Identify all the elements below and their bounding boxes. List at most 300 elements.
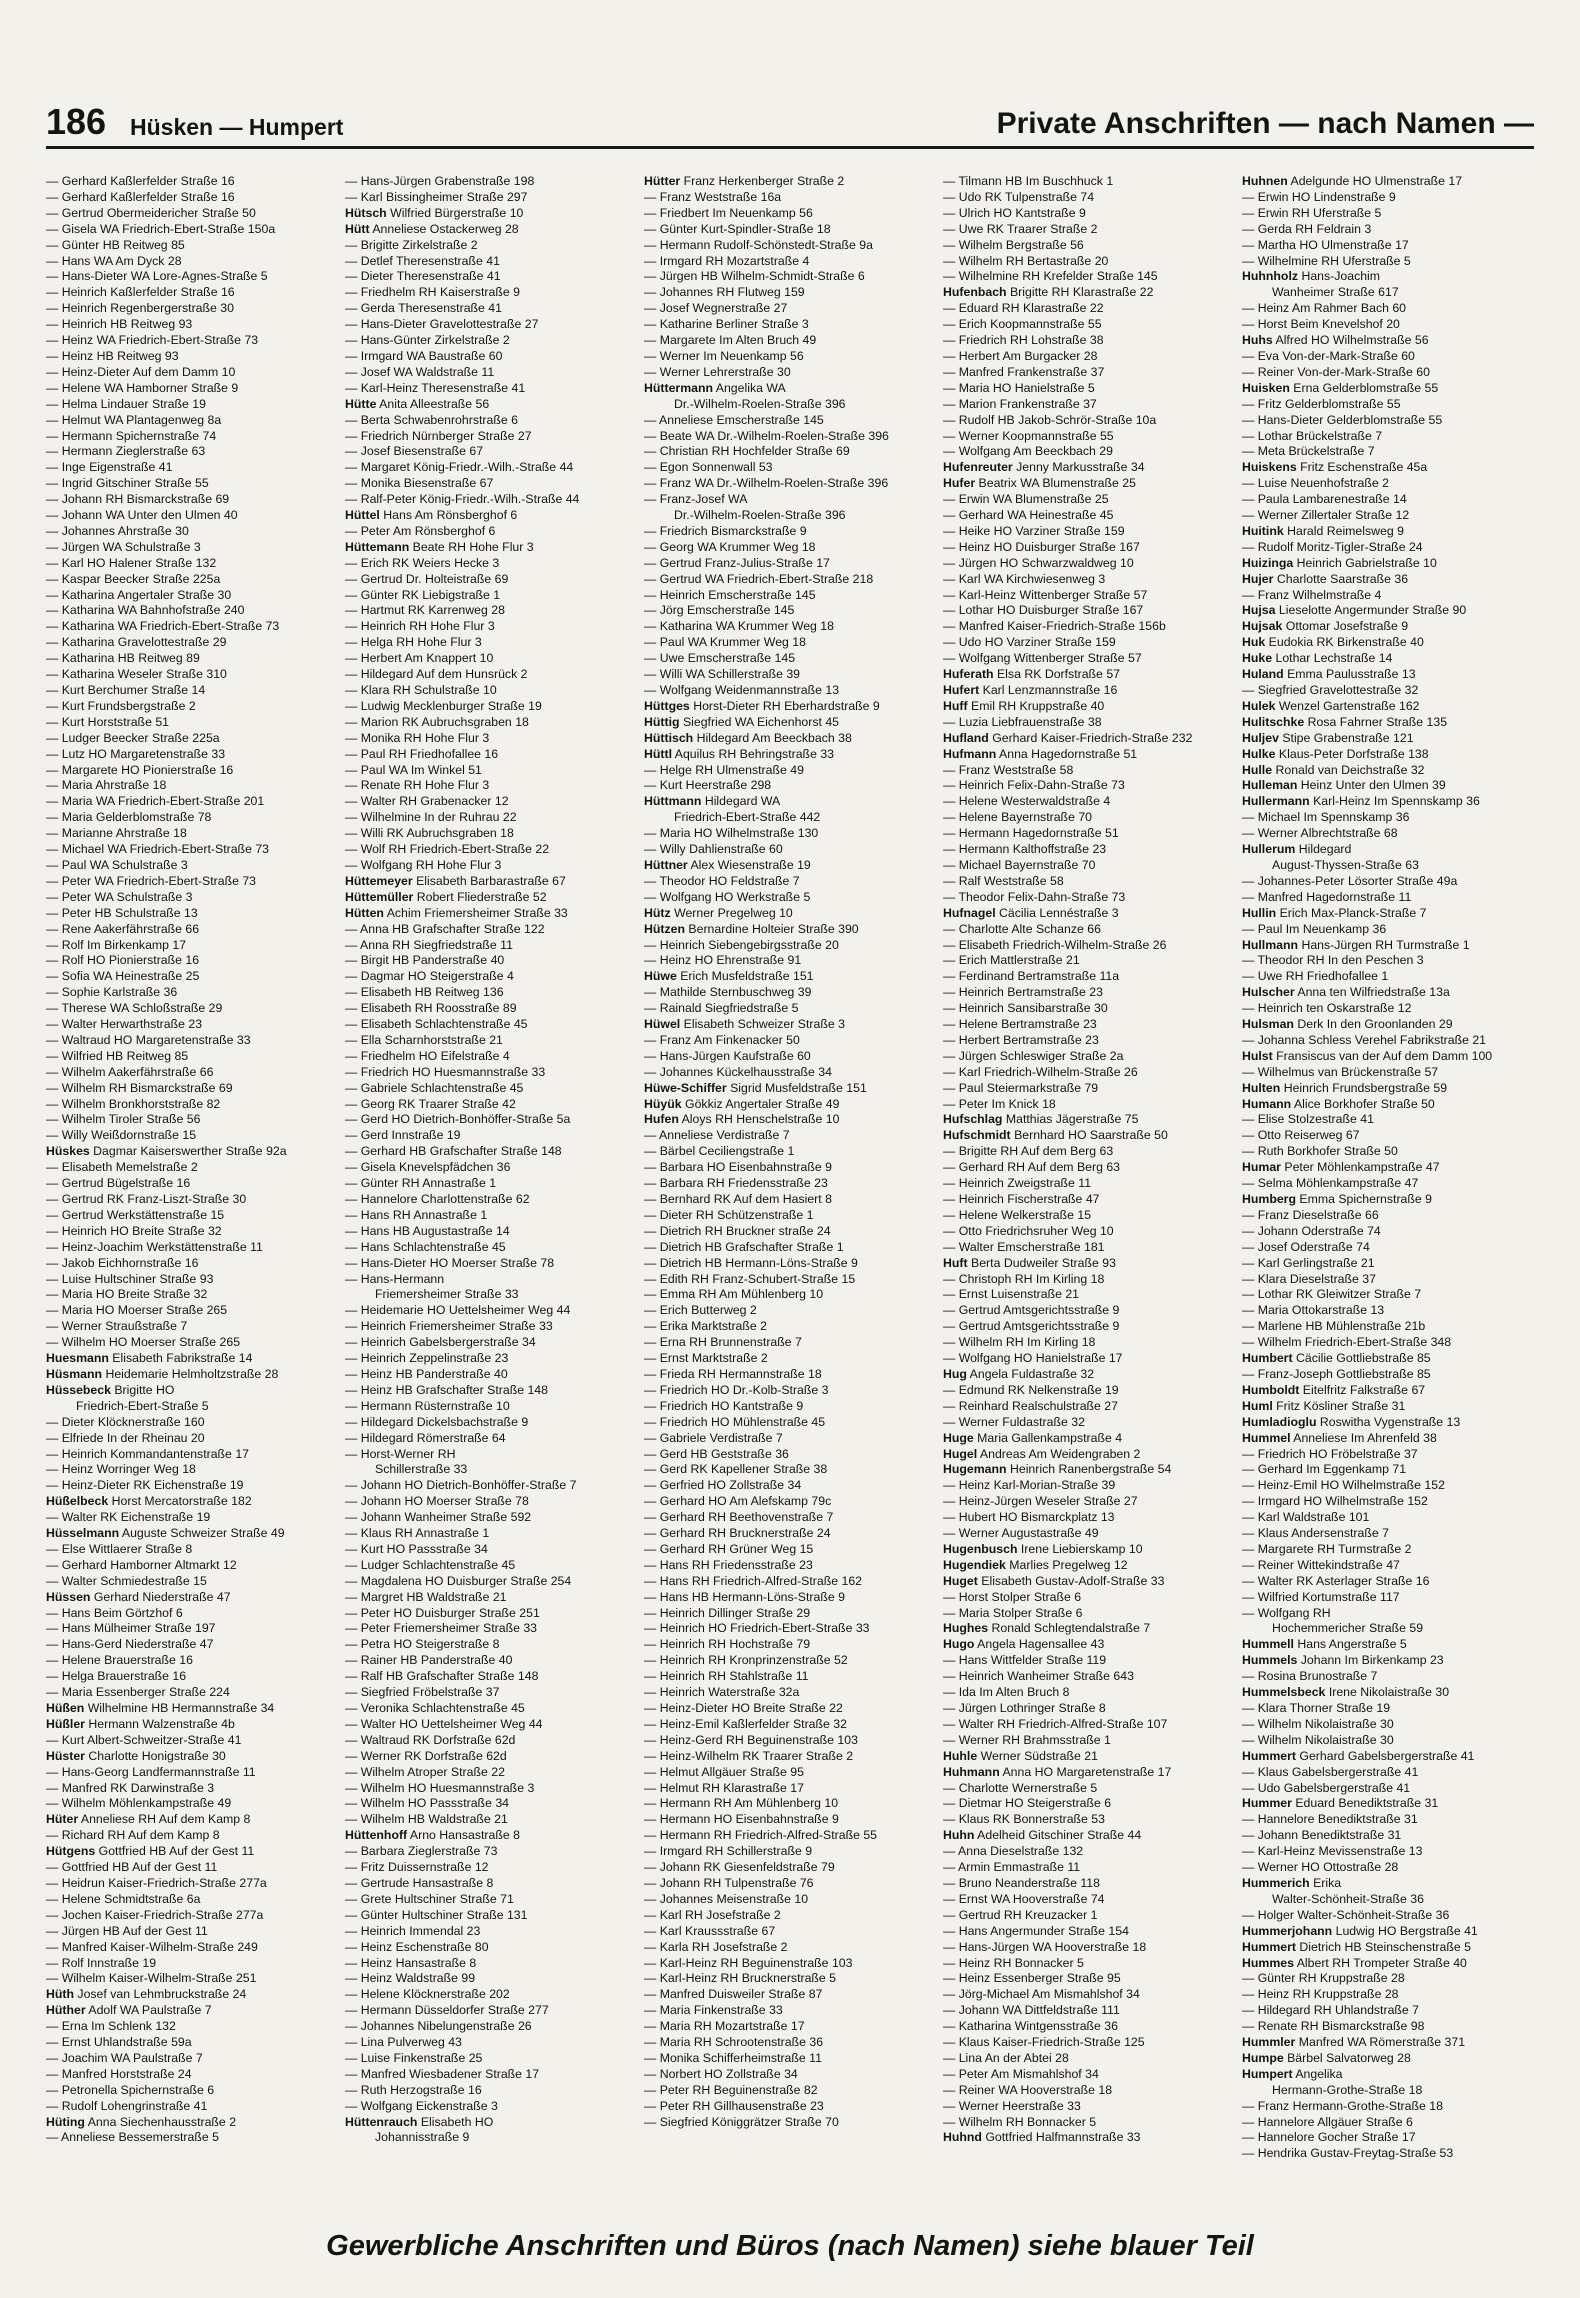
directory-entry	[1242, 794, 1535, 810]
entry-text: Johann Im Birkenkamp 23	[1300, 1653, 1444, 1668]
directory-entry	[345, 206, 638, 222]
directory-entry	[1242, 778, 1535, 794]
directory-entry	[1242, 2019, 1535, 2035]
directory-entry	[46, 1558, 339, 1574]
directory-entry	[943, 1240, 1236, 1256]
entry-text: — Helene Welkerstraße 15	[943, 1207, 1092, 1222]
directory-entry	[46, 174, 339, 190]
entry-text: — Gerhard Kaßlerfelder Straße 16	[46, 174, 235, 188]
directory-entry	[644, 1494, 937, 1510]
entry-text: — Ingrid Gitschiner Straße 55	[46, 476, 209, 491]
directory-entry	[644, 1971, 937, 1987]
directory-entry	[943, 1447, 1236, 1463]
entry-text: — Johannes Ahrstraße 30	[46, 523, 189, 538]
directory-entry	[1242, 540, 1535, 556]
entry-text: — Otto Friedrichsruher Weg 10	[943, 1223, 1114, 1238]
entry-text: — Heinz HB Grafschafter Straße 148	[345, 1382, 548, 1397]
directory-entry	[943, 1494, 1236, 1510]
entry-surname: Huland	[1242, 667, 1284, 682]
directory-entry	[1242, 269, 1535, 285]
entry-text: — Gerd HO Dietrich-Bonhöffer-Straße 5a	[345, 1112, 571, 1127]
entry-text: — Ernst WA Hooverstraße 74	[943, 1891, 1105, 1906]
directory-entry	[345, 651, 638, 667]
entry-text: — Erwin WA Blumenstraße 25	[943, 492, 1109, 507]
directory-entry	[345, 731, 638, 747]
directory-entry	[345, 938, 638, 954]
entry-text: — Siegfried Gravelottestraße 32	[1242, 683, 1419, 697]
entry-surname: Hufschmidt	[943, 1128, 1011, 1143]
directory-entry	[1242, 985, 1535, 1001]
entry-text: — Margarete RH Turmstraße 2	[1242, 1541, 1412, 1556]
entry-text: Hildegard Am Beeckbach 38	[696, 730, 852, 745]
directory-entry	[345, 715, 638, 731]
directory-entry	[644, 699, 937, 715]
entry-text: — Beate WA Dr.-Wilhelm-Roelen-Straße 396	[644, 428, 889, 443]
directory-entry	[644, 1717, 937, 1733]
directory-entry	[345, 1256, 638, 1272]
directory-entry	[46, 1717, 339, 1733]
directory-entry	[943, 1685, 1236, 1701]
entry-text: — Klara Thorner Straße 19	[1242, 1701, 1391, 1715]
entry-text: Cäcilie Gottliebstraße 85	[1295, 1351, 1431, 1366]
directory-entry	[644, 1017, 937, 1033]
entry-text: — Petra HO Steigerstraße 8	[345, 1637, 500, 1652]
entry-text: — Katharina HB Reitweg 89	[46, 651, 200, 666]
directory-entry	[46, 301, 339, 317]
directory-entry	[1242, 1224, 1535, 1240]
directory-entry	[943, 317, 1236, 333]
directory-entry	[1242, 1017, 1535, 1033]
directory-entry	[943, 1606, 1236, 1622]
directory-entry	[644, 2115, 937, 2131]
entry-text: — Heinrich Waterstraße 32a	[644, 1685, 800, 1700]
entry-text: — Franz-Josef WA	[644, 492, 748, 507]
directory-entry	[46, 413, 339, 429]
entry-text: — Katharina WA Friedrich-Ebert-Straße 73	[46, 619, 280, 634]
directory-entry	[644, 683, 937, 699]
entry-text: — Hans Beim Görtzhof 6	[46, 1605, 183, 1620]
directory-entry	[345, 1510, 638, 1526]
entry-text: — Udo RK Tulpenstraße 74	[943, 189, 1095, 204]
directory-entry	[644, 1558, 937, 1574]
entry-text: — Ralf HB Grafschafter Straße 148	[345, 1669, 539, 1684]
entry-text: — Werner RH Brahmsstraße 1	[943, 1732, 1111, 1747]
entry-text: Brigitte RH Klarastraße 22	[1009, 285, 1154, 300]
entry-text: — Maria HO Moerser Straße 265	[46, 1303, 228, 1318]
entry-text: Erich Musfeldstraße 151	[680, 969, 814, 984]
directory-entry	[644, 1144, 937, 1160]
directory-entry	[345, 1208, 638, 1224]
entry-text: — Armin Emmastraße 11	[943, 1860, 1081, 1875]
directory-entry	[1242, 1462, 1535, 1478]
directory-entry	[644, 540, 937, 556]
entry-text: — Horst-Werner RH	[345, 1446, 456, 1461]
entry-surname: Hüttel	[345, 508, 380, 523]
directory-entry	[1242, 1049, 1535, 1065]
directory-entry	[644, 460, 937, 476]
entry-text: Klaus-Peter Dorfstraße 138	[1278, 746, 1429, 761]
entry-surname: Humladioglu	[1242, 1414, 1317, 1429]
directory-entry	[644, 1637, 937, 1653]
directory-entry	[943, 1701, 1236, 1717]
directory-entry	[345, 1160, 638, 1176]
directory-entry	[1242, 1653, 1535, 1669]
entry-text: — Günter RH Annastraße 1	[345, 1176, 497, 1191]
directory-entry	[943, 858, 1236, 874]
entry-text: — Dietmar HO Steigerstraße 6	[943, 1796, 1112, 1811]
entry-text: — Bruno Neanderstraße 118	[943, 1875, 1100, 1890]
directory-entry	[644, 206, 937, 222]
directory-entry	[345, 1558, 638, 1574]
entry-text: — Heinz HB Reitweg 93	[46, 348, 179, 363]
entry-text: — Walter Herwarthstraße 23	[46, 1017, 203, 1032]
entry-text: — Gerda RH Feldrain 3	[1242, 221, 1372, 236]
entry-text: — Johannes Nibelungenstraße 26	[345, 2019, 532, 2034]
directory-entry	[46, 1383, 339, 1399]
directory-entry	[644, 1765, 937, 1781]
entry-text: Friedrich-Ebert-Straße 442	[674, 810, 821, 825]
directory-entry	[345, 1367, 638, 1383]
directory-entry	[1242, 317, 1535, 333]
directory-entry	[644, 2019, 937, 2035]
directory-entry	[644, 1462, 937, 1478]
directory-entry	[644, 2083, 937, 2099]
entry-text: — Friedbert Im Neuenkamp 56	[644, 205, 813, 220]
directory-entry	[644, 333, 937, 349]
directory-entry	[644, 524, 937, 540]
entry-text: — Jürgen HB Wilhelm-Schmidt-Straße 6	[644, 269, 865, 284]
directory-entry	[644, 874, 937, 890]
entry-text: — Manfred Duisweiler Straße 87	[644, 1987, 823, 2002]
directory-entry	[644, 1828, 937, 1844]
entry-surname: Hulsman	[1242, 1017, 1294, 1032]
directory-entry	[943, 938, 1236, 954]
entry-text: — Walter RK Asterlager Straße 16	[1242, 1573, 1430, 1588]
entry-text: — Manfred Kaiser-Wilhelm-Straße 249	[46, 1939, 258, 1954]
entry-text: — Heinrich Dillinger Straße 29	[644, 1605, 811, 1620]
entry-text: — Heinz HO Duisburger Straße 167	[943, 539, 1140, 554]
directory-entry	[644, 444, 937, 460]
directory-entry	[943, 763, 1236, 779]
directory-entry	[943, 1160, 1236, 1176]
directory-entry	[345, 826, 638, 842]
entry-text: — Hans-Dieter HO Moerser Straße 78	[345, 1255, 555, 1270]
entry-text: — Friedrich HO Huesmannstraße 33	[345, 1064, 546, 1079]
directory-entry	[644, 1940, 937, 1956]
entry-text: Anneliese RH Auf dem Kamp 8	[80, 1812, 251, 1827]
entry-text: — Reiner Wittekindstraße 47	[1242, 1557, 1400, 1572]
entry-text: — Marion RK Aubruchsgraben 18	[345, 714, 529, 729]
entry-surname: Huhs	[1242, 333, 1273, 348]
entry-text: — Fritz Duissernstraße 12	[345, 1860, 489, 1875]
directory-entry	[46, 2099, 339, 2115]
directory-entry	[46, 524, 339, 540]
entry-text: — Erika Marktstraße 2	[644, 1319, 767, 1334]
directory-entry	[943, 1844, 1236, 1860]
directory-entry	[345, 1240, 638, 1256]
entry-text: — Heinrich Immendal 23	[345, 1923, 481, 1938]
directory-entry	[345, 333, 638, 349]
entry-text: — Franz Wilhelmstraße 4	[1242, 587, 1382, 602]
entry-text: — Selma Möhlenkampstraße 47	[1242, 1176, 1419, 1191]
entry-text: — Walter HO Uettelsheimer Weg 44	[345, 1716, 543, 1731]
directory-entry	[943, 1876, 1236, 1892]
directory-entry	[644, 1081, 937, 1097]
entry-surname: Huhnd	[943, 2130, 982, 2145]
directory-entry	[345, 222, 638, 238]
directory-entry	[943, 460, 1236, 476]
directory-entry	[46, 2003, 339, 2019]
directory-entry	[345, 1383, 638, 1399]
entry-text: — Marion Frankenstraße 37	[943, 396, 1097, 411]
entry-text: — Hannelore Charlottenstraße 62	[345, 1192, 530, 1206]
entry-text: — Hans Angermunder Straße 154	[943, 1923, 1129, 1938]
entry-text: — Wilhelm Nikolaistraße 30	[1242, 1716, 1394, 1731]
directory-entry	[345, 1590, 638, 1606]
entry-surname: Huhmann	[943, 1764, 1000, 1779]
directory-entry	[345, 1097, 638, 1113]
directory-entry	[943, 1001, 1236, 1017]
entry-text: — Karl Waldstraße 101	[1242, 1510, 1370, 1525]
footer-note: Gewerbliche Anschriften und Büros (nach Namen) siehe blauer Teil	[326, 2230, 1254, 2262]
directory-entry	[1242, 1001, 1535, 1017]
entry-surname: Hütter	[644, 174, 681, 188]
entry-text: — Friedrich Bismarckstraße 9	[644, 523, 807, 538]
directory-entry	[943, 365, 1236, 381]
entry-text: — Maria HO Wilhelmstraße 130	[644, 826, 819, 841]
directory-entry	[46, 985, 339, 1001]
entry-surname: Hummel	[1242, 1430, 1291, 1445]
directory-entry	[943, 1637, 1236, 1653]
entry-text: Derk In den Groonlanden 29	[1297, 1017, 1453, 1032]
entry-text: — Willi RK Aubruchsgraben 18	[345, 826, 514, 841]
directory-entry	[644, 508, 937, 524]
entry-text: — Ruth Herzogstraße 16	[345, 2082, 482, 2097]
entry-text: — Heinz-Dieter Auf dem Damm 10	[46, 364, 236, 379]
directory-entry	[46, 588, 339, 604]
entry-text: Erna Gelderblomstraße 55	[1293, 380, 1439, 395]
entry-text: — Gerd RK Kapellener Straße 38	[644, 1462, 828, 1477]
directory-entry	[1242, 444, 1535, 460]
directory-entry	[943, 222, 1236, 238]
directory-entry	[943, 540, 1236, 556]
directory-entry	[345, 603, 638, 619]
entry-text: — Helene Brauerstraße 16	[46, 1653, 193, 1668]
directory-entry	[46, 1606, 339, 1622]
entry-text: — Klaus Kaiser-Friedrich-Straße 125	[943, 2035, 1145, 2050]
directory-entry	[345, 1447, 638, 1463]
directory-entry	[46, 778, 339, 794]
directory-entry	[46, 1749, 339, 1765]
directory-entry	[644, 572, 937, 588]
entry-text: — Werner Albrechtstraße 68	[1242, 826, 1398, 841]
directory-entry	[943, 1987, 1236, 2003]
entry-text: — Karl Bissingheimer Straße 297	[345, 189, 528, 204]
directory-entry	[943, 1574, 1236, 1590]
entry-text: — Waltraud HO Margaretenstraße 33	[46, 1032, 251, 1047]
entry-text: Johannisstraße 9	[375, 2130, 470, 2145]
directory-entry	[345, 1065, 638, 1081]
directory-entry	[943, 2099, 1236, 2115]
directory-entry	[46, 890, 339, 906]
entry-text: — Michael WA Friedrich-Ebert-Straße 73	[46, 842, 270, 857]
directory-entry	[46, 476, 339, 492]
directory-entry	[644, 1733, 937, 1749]
directory-entry	[1242, 1637, 1535, 1653]
directory-entry	[46, 1669, 339, 1685]
directory-entry	[644, 1892, 937, 1908]
entry-text: — Heinrich Zweigstraße 11	[943, 1176, 1092, 1191]
directory-entry	[1242, 1526, 1535, 1542]
entry-text: — Heinrich Felix-Dahn-Straße 73	[943, 778, 1125, 793]
entry-text: — Margret HB Waldstraße 21	[345, 1589, 507, 1604]
entry-text: — Heinrich Emscherstraße 145	[644, 587, 816, 602]
directory-entry	[46, 1924, 339, 1940]
entry-text: — Maria RH Mozartstraße 17	[644, 2019, 805, 2034]
directory-entry	[1242, 826, 1535, 842]
directory-entry	[46, 1733, 339, 1749]
entry-text: — Heinrich Friemersheimer Straße 33	[345, 1319, 553, 1334]
entry-text: Wenzel Gartenstraße 162	[1278, 698, 1420, 713]
entry-text: — Gisela WA Friedrich-Ebert-Straße 150a	[46, 221, 276, 236]
entry-surname: Humboldt	[1242, 1382, 1300, 1397]
entry-text: Anna Hagedornstraße 51	[999, 746, 1138, 761]
entry-text: — Ferdinand Bertramstraße 11a	[943, 969, 1120, 984]
directory-entry	[1242, 1494, 1535, 1510]
directory-entry	[345, 349, 638, 365]
entry-surname: Hüttenrauch	[345, 2114, 418, 2129]
directory-entry	[644, 1351, 937, 1367]
directory-entry	[943, 2130, 1236, 2146]
entry-text: — Heidemarie HO Uettelsheimer Weg 44	[345, 1303, 571, 1318]
directory-entry	[644, 1796, 937, 1812]
directory-entry	[46, 1478, 339, 1494]
directory-entry	[943, 874, 1236, 890]
directory-entry	[1242, 1971, 1535, 1987]
entry-surname: Humann	[1242, 1096, 1292, 1111]
directory-column-3	[644, 174, 937, 2219]
entry-surname: Hüyük	[644, 1096, 682, 1111]
entry-text: — Edmund RK Nelkenstraße 19	[943, 1382, 1119, 1397]
directory-entry	[345, 1176, 638, 1192]
entry-text: — Rolf Innstraße 19	[46, 1955, 157, 1970]
directory-entry	[46, 1367, 339, 1383]
entry-text: — Anna Dieselstraße 132	[943, 1844, 1084, 1859]
entry-text: — Elisabeth Schlachtenstraße 45	[345, 1017, 528, 1032]
entry-text: — Hans RH Annastraße 1	[345, 1207, 488, 1222]
entry-surname: Hüssen	[46, 1589, 91, 1604]
directory-entry	[46, 874, 339, 890]
entry-text: — Hans HB Augustastraße 14	[345, 1223, 510, 1238]
entry-text: — Sofia WA Heinestraße 25	[46, 969, 200, 984]
entry-text: — Maria Finkenstraße 33	[644, 2003, 783, 2018]
directory-entry	[943, 301, 1236, 317]
entry-text: — Jochen Kaiser-Friedrich-Straße 277a	[46, 1907, 264, 1922]
directory-entry	[943, 2115, 1236, 2131]
directory-entry	[1242, 1940, 1535, 1956]
directory-entry	[1242, 190, 1535, 206]
entry-text: — Jürgen HO Schwarzwaldweg 10	[943, 555, 1134, 570]
entry-text: Angelika WA	[715, 380, 786, 395]
entry-text: Achim Friemersheimer Straße 33	[386, 905, 568, 920]
entry-text: — Hartmut RK Karrenweg 28	[345, 603, 505, 618]
entry-text: — Lina An der Abtei 28	[943, 2050, 1069, 2065]
directory-entry	[644, 1160, 937, 1176]
directory-entry	[1242, 301, 1535, 317]
entry-text: Dr.-Wilhelm-Roelen-Straße 396	[674, 508, 846, 523]
entry-text: — Martha HO Ulmenstraße 17	[1242, 237, 1409, 252]
directory-entry	[644, 906, 937, 922]
directory-entry	[345, 572, 638, 588]
entry-surname: Huhn	[943, 1828, 975, 1843]
directory-entry	[644, 397, 937, 413]
directory-entry	[345, 1272, 638, 1288]
entry-text: Fritz Kösliner Straße 31	[1276, 1398, 1406, 1413]
directory-entry	[644, 1510, 937, 1526]
entry-text: — Heinrich Gabelsbergerstraße 34	[345, 1335, 536, 1350]
directory-entry	[943, 1367, 1236, 1383]
entry-text: — Karl-Heinz RH Brucknerstraße 5	[644, 1971, 837, 1986]
entry-text: Rosa Fahrner Straße 135	[1307, 714, 1448, 729]
directory-entry	[644, 1542, 937, 1558]
entry-text: Emma Paulusstraße 13	[1287, 667, 1416, 682]
directory-entry	[1242, 938, 1535, 954]
entry-text: — Heinrich Kommandantenstraße 17	[46, 1446, 249, 1461]
entry-text: — Paul WA Im Winkel 51	[345, 762, 482, 777]
entry-surname: Hulek	[1242, 698, 1276, 713]
entry-text: Gottfried HB Auf der Gest 11	[98, 1844, 255, 1859]
entry-text: Dr.-Wilhelm-Roelen-Straße 396	[674, 396, 846, 411]
entry-text: — Frieda RH Hermannstraße 18	[644, 1366, 822, 1381]
directory-entry	[1242, 699, 1535, 715]
entry-surname: Hufenbach	[943, 285, 1007, 300]
entry-text: — Karl HO Halener Straße 132	[46, 555, 217, 570]
entry-surname: Hufmann	[943, 746, 997, 761]
directory-entry	[345, 556, 638, 572]
entry-text: — Gerhard Im Eggenkamp 71	[1242, 1462, 1407, 1477]
directory-column-1	[46, 174, 339, 2219]
entry-text: — Elisabeth Friedrich-Wilhelm-Straße 26	[943, 937, 1167, 952]
directory-entry	[345, 285, 638, 301]
directory-entry	[1242, 381, 1535, 397]
directory-entry	[1242, 1590, 1535, 1606]
entry-text: Anneliese Im Ahrenfeld 38	[1293, 1430, 1437, 1445]
directory-entry	[1242, 1272, 1535, 1288]
entry-surname: Huhnholz	[1242, 269, 1299, 284]
directory-entry	[644, 222, 937, 238]
entry-text: — Monika RH Hohe Flur 3	[345, 730, 490, 745]
directory-entry	[1242, 1415, 1535, 1431]
entry-text: Horst Mercatorstraße 182	[111, 1494, 252, 1509]
entry-text: Ludwig HO Bergstraße 41	[1335, 1923, 1478, 1938]
directory-entry	[1242, 1112, 1535, 1128]
entry-text: Anna HO Margaretenstraße 17	[1002, 1764, 1172, 1779]
directory-entry	[46, 1415, 339, 1431]
entry-text: — Hans-Georg Landfermannstraße 11	[46, 1764, 256, 1779]
entry-text: — Heinz RH Bonnacker 5	[943, 1955, 1084, 1970]
entry-text: — Siegfried Fröbelstraße 37	[345, 1685, 500, 1700]
entry-surname: Hullmann	[1242, 937, 1299, 952]
directory-entry	[1242, 1303, 1535, 1319]
entry-text: — Gerda Theresenstraße 41	[345, 301, 502, 316]
entry-text: — Heinrich Kaßlerfelder Straße 16	[46, 285, 235, 300]
entry-surname: Hüßelbeck	[46, 1494, 109, 1509]
entry-text: — Wolfgang RH Hohe Flur 3	[345, 857, 502, 872]
directory-entry	[46, 1462, 339, 1478]
entry-text: — Franz Weststraße 16a	[644, 189, 782, 204]
directory-entry	[1242, 1717, 1535, 1733]
entry-text: — Helene Bayernstraße 70	[943, 810, 1093, 825]
